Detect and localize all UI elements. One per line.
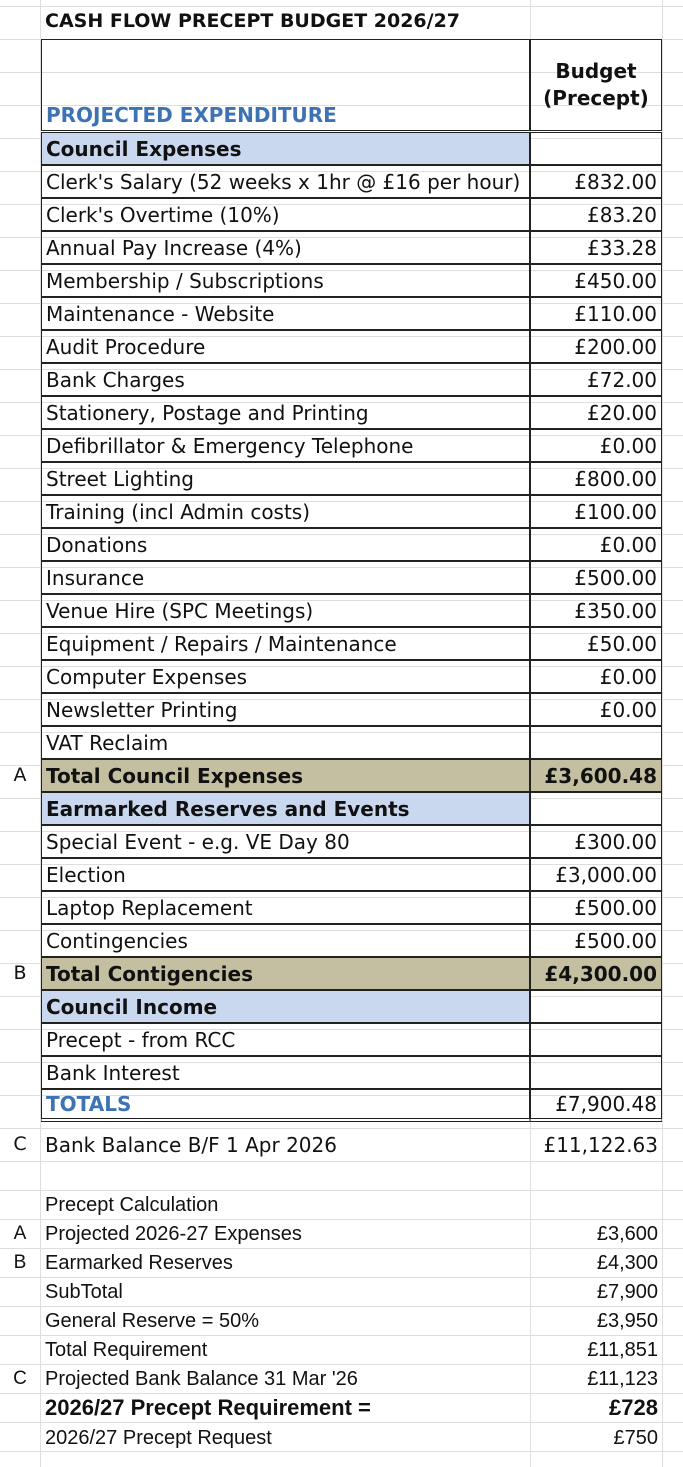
council-expenses-heading: Council Expenses xyxy=(41,132,530,165)
expense-row-value: £500.00 xyxy=(530,561,662,594)
total-contingencies-label: Total Contigencies xyxy=(41,957,530,990)
total-council-expenses-label: Total Council Expenses xyxy=(41,759,530,792)
calc-row-value: £11,123 xyxy=(587,1367,658,1390)
budget-header-line2: (Precept) xyxy=(543,86,649,110)
expense-row-label: Venue Hire (SPC Meetings) xyxy=(41,594,530,627)
council-income-heading-value xyxy=(530,990,662,1023)
expense-row-value: £100.00 xyxy=(530,495,662,528)
precept-calculation-heading: Precept Calculation xyxy=(45,1193,219,1216)
calc-row-label: Projected Bank Balance 31 Mar '26 xyxy=(45,1367,358,1390)
calc-row-label: General Reserve = 50% xyxy=(45,1309,260,1332)
budget-column-header xyxy=(530,39,662,131)
expense-row-label: VAT Reclaim xyxy=(41,726,530,759)
council-expenses-heading-value xyxy=(530,132,662,165)
income-row-label: Bank Interest xyxy=(41,1056,530,1089)
council-income-heading: Council Income xyxy=(41,990,530,1023)
expense-row-label: Audit Procedure xyxy=(41,330,530,363)
row-marker: B xyxy=(13,1252,27,1273)
row-marker: A xyxy=(13,764,27,786)
expense-row-value: £832.00 xyxy=(530,165,662,198)
reserve-row-label: Contingencies xyxy=(41,924,530,957)
row-marker xyxy=(0,1335,40,1364)
calc-row-value: £7,900 xyxy=(596,1280,658,1303)
expense-row-value: £83.20 xyxy=(530,198,662,231)
expense-row-label: Annual Pay Increase (4%) xyxy=(41,231,530,264)
expense-row-label: Defibrillator & Emergency Telephone xyxy=(41,429,530,462)
expense-row-label: Newsletter Printing xyxy=(41,693,530,726)
calc-row-label: Total Requirement xyxy=(45,1338,208,1361)
row-marker: B xyxy=(13,962,27,984)
row-marker xyxy=(0,1277,40,1306)
calc-row-value: £4,300 xyxy=(596,1251,658,1274)
expense-row-label: Maintenance - Website xyxy=(41,297,530,330)
row-marker xyxy=(0,1306,40,1335)
income-row-value xyxy=(530,1023,662,1056)
expense-row-label: Bank Charges xyxy=(41,363,530,396)
reserve-row-value: £500.00 xyxy=(530,924,662,957)
precept-request-label: 2026/27 Precept Request xyxy=(45,1426,272,1449)
reserve-row-value: £3,000.00 xyxy=(530,858,662,891)
expense-row-value: £0.00 xyxy=(530,429,662,462)
expense-row-value: £72.00 xyxy=(530,363,662,396)
expense-row-label: Training (incl Admin costs) xyxy=(41,495,530,528)
projected-expenditure-header: PROJECTED EXPENDITURE xyxy=(41,39,530,131)
reserve-row-value: £300.00 xyxy=(530,825,662,858)
calc-row-value: £3,600 xyxy=(596,1222,658,1245)
expense-row-value: £0.00 xyxy=(530,528,662,561)
reserve-row-label: Special Event - e.g. VE Day 80 xyxy=(41,825,530,858)
budget-header-line1: Budget xyxy=(555,59,637,83)
reserve-row-label: Election xyxy=(41,858,530,891)
sheet-title: CASH FLOW PRECEPT BUDGET 2026/27 xyxy=(45,9,461,32)
calc-row-value: £3,950 xyxy=(596,1309,658,1332)
expense-row-value: £200.00 xyxy=(530,330,662,363)
expense-row-label: Clerk's Overtime (10%) xyxy=(41,198,530,231)
bank-balance-value: £11,122.63 xyxy=(543,1132,658,1157)
precept-request-value: £750 xyxy=(613,1426,658,1449)
reserve-row-label: Laptop Replacement xyxy=(41,891,530,924)
totals-label: TOTALS xyxy=(41,1089,530,1122)
expense-row-label: Donations xyxy=(41,528,530,561)
bank-balance-label: Bank Balance B/F 1 Apr 2026 xyxy=(45,1132,337,1157)
total-council-expenses-value: £3,600.48 xyxy=(530,759,662,792)
precept-requirement-label: 2026/27 Precept Requirement = xyxy=(45,1395,371,1420)
gridline xyxy=(0,1161,683,1162)
expense-row-label: Equipment / Repairs / Maintenance xyxy=(41,627,530,660)
expense-row-value: £0.00 xyxy=(530,660,662,693)
calc-row-label: Earmarked Reserves xyxy=(45,1251,233,1274)
row-marker: C xyxy=(13,1368,27,1389)
row-marker: C xyxy=(13,1133,27,1155)
expense-row-value: £800.00 xyxy=(530,462,662,495)
expense-row-value: £20.00 xyxy=(530,396,662,429)
expense-row-value: £110.00 xyxy=(530,297,662,330)
income-row-value xyxy=(530,1056,662,1089)
expense-row-value: £350.00 xyxy=(530,594,662,627)
expense-row-label: Stationery, Postage and Printing xyxy=(41,396,530,429)
gridline xyxy=(662,0,663,1467)
precept-requirement-value: £728 xyxy=(609,1395,658,1420)
reserves-heading-value xyxy=(530,792,662,825)
totals-value: £7,900.48 xyxy=(530,1089,662,1122)
reserves-heading: Earmarked Reserves and Events xyxy=(41,792,530,825)
calc-row-value: £11,851 xyxy=(587,1338,658,1361)
expense-row-label: Insurance xyxy=(41,561,530,594)
expense-row-label: Membership / Subscriptions xyxy=(41,264,530,297)
reserve-row-value: £500.00 xyxy=(530,891,662,924)
expense-row-label: Clerk's Salary (52 weeks x 1hr @ £16 per hour) xyxy=(41,165,530,198)
calc-row-label: SubTotal xyxy=(45,1280,123,1303)
expense-row-label: Street Lighting xyxy=(41,462,530,495)
total-contingencies-value: £4,300.00 xyxy=(530,957,662,990)
row-marker: A xyxy=(13,1223,27,1244)
expense-row-value xyxy=(530,726,662,759)
expense-row-value: £0.00 xyxy=(530,693,662,726)
calc-row-label: Projected 2026-27 Expenses xyxy=(45,1222,302,1245)
expense-row-label: Computer Expenses xyxy=(41,660,530,693)
income-row-label: Precept - from RCC xyxy=(41,1023,530,1056)
expense-row-value: £50.00 xyxy=(530,627,662,660)
expense-row-value: £33.28 xyxy=(530,231,662,264)
expense-row-value: £450.00 xyxy=(530,264,662,297)
